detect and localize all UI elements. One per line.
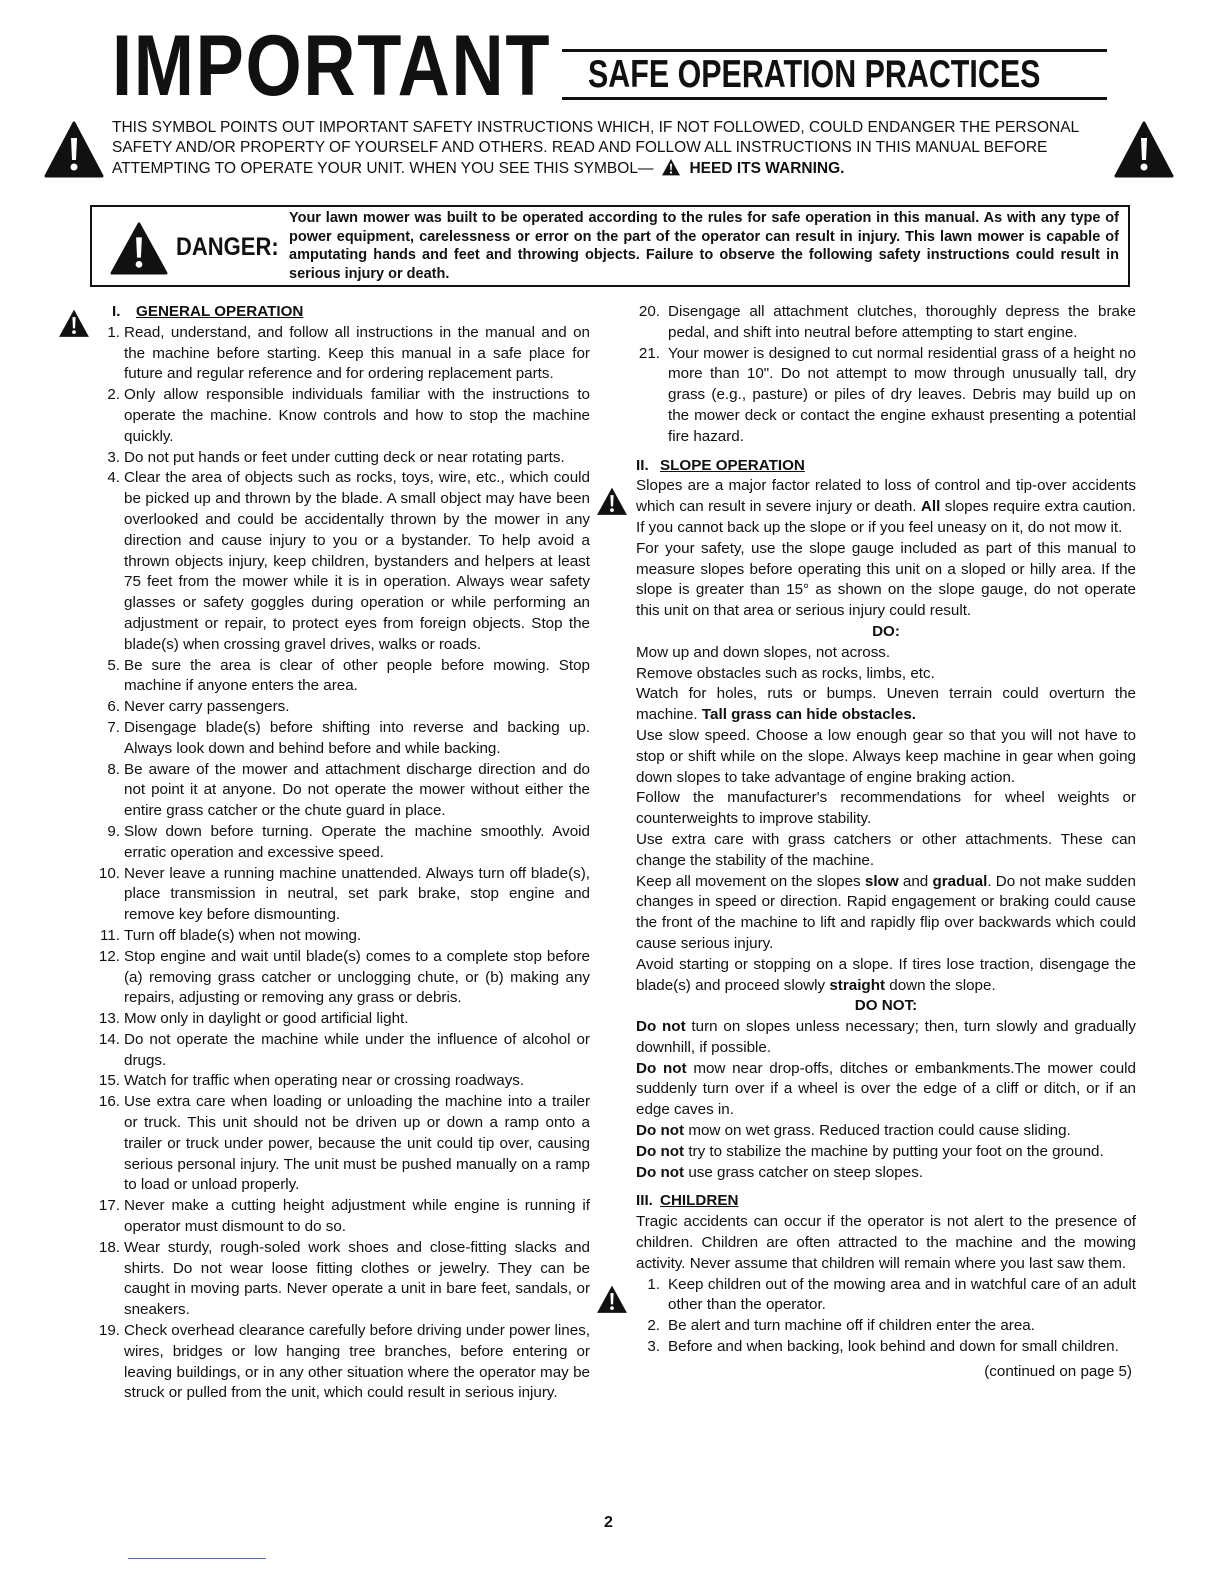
list-item: 16. Use extra care when loading or unloading the machine into a trailer or truck. This unit should not be driven up or down a ramp onto a trailer or truck under power, because the unit could tip over, causing serious personal injury. The unit must be pushed manually on a ramp to load or unload properly. [98, 1093, 590, 1194]
do-not-heading: DO NOT: [854, 997, 918, 1015]
left-column [98, 302, 591, 1404]
list-item: 1. Keep children out of the mowing area and in watchful care of an adult other than the operator. [647, 1275, 1136, 1314]
warning-triangle-icon [596, 1284, 628, 1314]
section-heading-children [636, 1191, 1136, 1212]
do-item: Follow the manufacturer's recommendations for wheel weights or counterweights to improve stability. [636, 789, 1136, 828]
section-heading-general [112, 302, 590, 323]
intro-line: SAFETY AND/OR PROPERTY OF YOURSELF AND OTHERS. READ AND FOLLOW ALL INSTRUCTIONS IN THIS MANUAL BEFORE [112, 139, 1048, 156]
intro-text [112, 118, 1112, 179]
do-not-item: Do not mow on wet grass. Reduced traction could cause sliding. [636, 1122, 1071, 1140]
slope-intro: Slopes are a major factor related to loss of control and tip-over accidents which can result in severe injury or death. All slopes require extra caution. If you cannot back up the slope or if you feel uneasy on it, do not mow it. [636, 477, 1137, 536]
intro-line: THIS SYMBOL POINTS OUT IMPORTANT SAFETY INSTRUCTIONS WHICH, IF NOT FOLLOWED, COULD ENDANGER THE PERSONAL [112, 119, 1080, 136]
subtitle-rule-bottom [562, 97, 1107, 100]
do-item: Avoid starting or stopping on a slope. If tires lose traction, disengage the blade(s) and proceed slowly straight down the slope. [636, 955, 1136, 994]
do-item: Use extra care with grass catchers or other attachments. These can change the stability of the machine. [636, 830, 1136, 869]
do-heading: DO: [872, 622, 900, 640]
warning-triangle-icon [110, 221, 168, 275]
list-item: 1. Read, understand, and follow all instructions in the manual and on the machine before starting. Keep this manual in a safe place for future and regular reference and for ordering replacement parts. [107, 323, 590, 383]
do-item: Use slow speed. Choose a low enough gear so that you will not have to stop or shift while on the slope. Always keep machine in gear when going down slopes to take advantage of engine braking action. [636, 726, 1136, 786]
list-item: 4. Clear the area of objects such as rocks, toys, wire, etc., which could be picked up and thrown by the blade. A small object may have been overlooked and could be accidentally thrown by the mower in any direction and cause injury to you or a bystander. To help avoid a thrown objects injury, keep children, bystanders and helpers at least 75 feet from the mower while it is in operation. Always wear safety glasses or safety goggles during operation or while performing an adjustment or repair, to protect eyes from foreign objects. Stop the blade(s) when crossing gravel drives, walks or roads. [107, 469, 590, 653]
do-not-item: Do not turn on slopes unless necessary; then, turn slowly and gradually downhill, if possible. [636, 1018, 1136, 1056]
list-item: 19. Check overhead clearance carefully before driving under power lines, wires, bridges or low hanging tree branches, before entering or leaving buildings, or in any other situation where the operator may be struck or pulled from the unit, which could result in serious injury. [98, 1322, 591, 1402]
list-item: 10. Never leave a running machine unattended. Always turn off blade(s), place transmission in neutral, set park brake, stop engine and remove key before dismounting. [98, 864, 590, 924]
list-item: 13. Mow only in daylight or good artificial light. [98, 1010, 409, 1028]
page-number: 2 [604, 1514, 613, 1531]
warning-triangle-icon [661, 158, 681, 176]
section-title: GENERAL OPERATION [136, 303, 304, 320]
danger-box [90, 205, 1130, 287]
list-item: 12. Stop engine and wait until blade(s) comes to a complete stop before (a) removing grass catcher or unclogging chute, or (b) making any repairs, adjusting or removing any grass or debris. [98, 947, 590, 1007]
list-item: 9. Slow down before turning. Operate the machine smoothly. Avoid erratic operation and excessive speed. [107, 822, 590, 861]
list-item: 3. Before and when backing, look behind and down for small children. [647, 1338, 1119, 1356]
list-item: 15. Watch for traffic when operating near or crossing roadways. [98, 1072, 525, 1090]
list-item: 8. Be aware of the mower and attachment discharge direction and do not point it at anyone. Do not operate the mower without either the entire grass catcher or the chute guard in place. [107, 760, 590, 820]
list-item: 18. Wear sturdy, rough-soled work shoes and close-fitting slacks and shirts. Do not wear loose fitting clothes or jewelry. They can be caught in moving parts. Never operate a unit in bare feet, sandals, or sneakers. [98, 1238, 590, 1319]
warning-triangle-icon [1114, 120, 1174, 180]
section-number: III. [636, 1192, 653, 1210]
do-not-item: Do not try to stabilize the machine by putting your foot on the ground. [636, 1142, 1104, 1160]
do-item: Remove obstacles such as rocks, limbs, etc. [636, 664, 935, 682]
list-item: 21. Your mower is designed to cut normal residential grass of a height no more than 10". Do not attempt to mow through unusually tall, dry grass (e.g., pasture) or piles of dry leaves. Debris may build up on the mower deck or contact the engine exhaust presenting a potential fire hazard. [638, 344, 1136, 445]
warning-triangle-icon [596, 486, 628, 516]
intro-line-3 [112, 158, 1112, 179]
do-not-item: Do not use grass catcher on steep slopes. [636, 1163, 924, 1181]
do-item: Watch for holes, ruts or bumps. Uneven terrain could overturn the machine. Tall grass can hide obstacles. [636, 685, 1136, 724]
do-item: Keep all movement on the slopes slow and gradual. Do not make sudden changes in speed or direction. Rapid engagement or braking could cause the front of the machine to lift and rapidly flip over backwards which could cause serious injury. [636, 872, 1136, 952]
section-number: II. [636, 456, 649, 474]
slope-gauge-note: For your safety, use the slope gauge included as part of this manual to measure slopes before operating this unit on a sloped or hilly area. If the slope is greater than 15° as shown on the slope gauge, do not operate this unit on that area or serious injury could result. [636, 539, 1136, 620]
list-item: 6. Never carry passengers. [107, 698, 290, 716]
list-item: 2. Be alert and turn machine off if children enter the area. [647, 1317, 1035, 1335]
right-column [636, 302, 1136, 1383]
section-title: SLOPE OPERATION [660, 456, 805, 474]
warning-triangle-icon [44, 120, 104, 180]
section-number: I. [112, 303, 121, 320]
children-intro: Tragic accidents can occur if the operator is not alert to the presence of children. Children are often attracted to the machine and the mowing activity. Never assume that children will remain where you last saw them. [636, 1213, 1136, 1272]
section-heading-slope [636, 456, 1136, 477]
list-item: 17. Never make a cutting height adjustment while engine is running if operator must dismount to do so. [98, 1197, 590, 1236]
section-title: CHILDREN [660, 1192, 739, 1210]
list-item: 14. Do not operate the machine while under the influence of alcohol or drugs. [98, 1030, 590, 1069]
list-item: 3. Do not put hands or feet under cutting deck or near rotating parts. [107, 448, 565, 466]
danger-text: Your lawn mower was built to be operated according to the rules for safe operation in this manual. As with any type of power equipment, carelessness or error on the part of the operator can result in injury. This lawn mower is capable of amputating hands and feet and throwing objects. Failure to observe the following safety instructions could result in serious injury or death. [289, 210, 1119, 282]
do-item: Mow up and down slopes, not across. [636, 643, 891, 661]
list-item: 7. Disengage blade(s) before shifting into reverse and backing up. Always look down and behind before and while backing. [107, 718, 590, 757]
intro-line: ATTEMPTING TO OPERATE YOUR UNIT. WHEN YOU SEE THIS SYMBOL— [112, 160, 654, 177]
footer-rule [128, 1558, 266, 1559]
list-item: 2. Only allow responsible individuals familiar with the instructions to operate the machine. Know controls and how to stop the machine quickly. [107, 386, 590, 445]
heed-warning: HEED ITS WARNING. [689, 160, 845, 177]
page-subtitle: SAFE OPERATION PRACTICES [588, 53, 1041, 96]
danger-label: DANGER: [176, 233, 279, 261]
list-item: 5. Be sure the area is clear of other people before mowing. Stop machine if anyone enters the area. [107, 656, 590, 695]
continued-note: (continued on page 5) [984, 1362, 1132, 1380]
do-not-item: Do not mow near drop-offs, ditches or embankments.The mower could suddenly turn over if a wheel is over the edge of a cliff or ditch, or if an edge caves in. [636, 1059, 1137, 1119]
list-item: 20. Disengage all attachment clutches, thoroughly depress the brake pedal, and shift into neutral before attempting to start engine. [638, 303, 1136, 341]
list-item: 11. Turn off blade(s) when not mowing. [100, 926, 362, 944]
page-title: IMPORTANT [112, 18, 552, 114]
subtitle-rule-top [562, 49, 1107, 52]
warning-triangle-icon [58, 308, 90, 338]
